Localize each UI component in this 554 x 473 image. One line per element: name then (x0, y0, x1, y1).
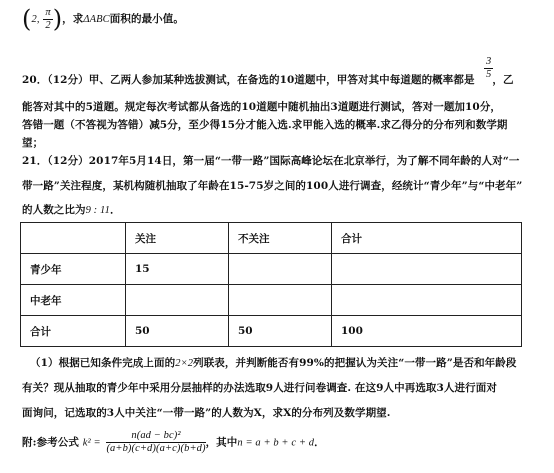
part1-line3: 面询问，记选取的3人中关注“一带一路”的人数为X，求X的分布列及数学期望. (22, 407, 391, 419)
table-cell: 50 (229, 316, 332, 347)
table-header-cell: 不关注 (229, 223, 332, 254)
table-header-cell: 合计 (332, 223, 522, 254)
part1-line1: （1）根据已知条件完成上面的2×2列联表，并判断能否有99%的把握认为关注“一带一路”是否和年龄段 (30, 357, 517, 369)
q20-line1: 20．（12分）甲、乙两人参加某种选拔测试，在备选的10道题中，甲答对其中每道题的概率都是 ，乙 (22, 74, 514, 86)
table-cell: 中老年 (21, 285, 126, 316)
table-row (21, 254, 522, 285)
table-cell (229, 254, 332, 285)
q20-fraction: $\frac{3}{5}$ (486, 56, 492, 80)
table-header-cell (21, 223, 126, 254)
table-cell: 青少年 (21, 254, 126, 285)
table-cell (126, 285, 229, 316)
contingency-table (20, 222, 522, 347)
table-cell (332, 285, 522, 316)
pi-over-2-fraction: $\frac{\pi}{2}$ (45, 6, 51, 31)
table-cell: 15 (126, 254, 229, 285)
q21-line2: 带一路”关注程度，某机构随机抽取了年龄在15-75岁之间的100人进行调查，经统计“青少年”与“中老年” (22, 180, 523, 192)
q20-line2: 能答对其中的5道题。规定每次考试都从备选的10道题中随机抽出3道题进行测试，答对一题加10分， (22, 101, 502, 113)
table-header-cell: 关注 (126, 223, 229, 254)
reference-formula: 附:参考公式 k² = $\frac{\text{n(ad − bc)²}}{(a+b)(c+d)(a+c)(b+d)}$ ，其中n = a + b + c + d． (22, 430, 325, 454)
table-cell: 合计 (21, 316, 126, 347)
table-header-row (21, 223, 522, 254)
top-expression: (2, $\frac{\pi}{2}$ )，求ΔABC面积的最小值。 (22, 5, 184, 33)
table-cell: 100 (332, 316, 522, 347)
table-row (21, 285, 522, 316)
table-cell: 50 (126, 316, 229, 347)
q21-line3: 的人数之比为9 : 11． (22, 204, 121, 216)
part1-line2: 有关？现从抽取的青少年中采用分层抽样的办法选取9人进行问卷调查. 在这9人中再选取3人进行面对 (22, 382, 497, 394)
table-row (21, 316, 522, 347)
q20-line3: 答错一题（不答视为答错）减5分，至少得15分才能入选.求甲能入选的概率.求乙得分的分布列和数学期 (22, 119, 508, 131)
table-cell (332, 254, 522, 285)
table-cell (229, 285, 332, 316)
q21-line1: 21．（12分）2017年5月14日，第一届“一带一路”国际高峰论坛在北京举行，为了解不同年龄的人对“一 (22, 155, 520, 167)
formula-fraction: $\frac{\text{n(ad − bc)²}}{(a+b)(c+d)(a+c)(b+d)}$ (106, 430, 206, 454)
q20-line4: 望； (22, 137, 44, 149)
